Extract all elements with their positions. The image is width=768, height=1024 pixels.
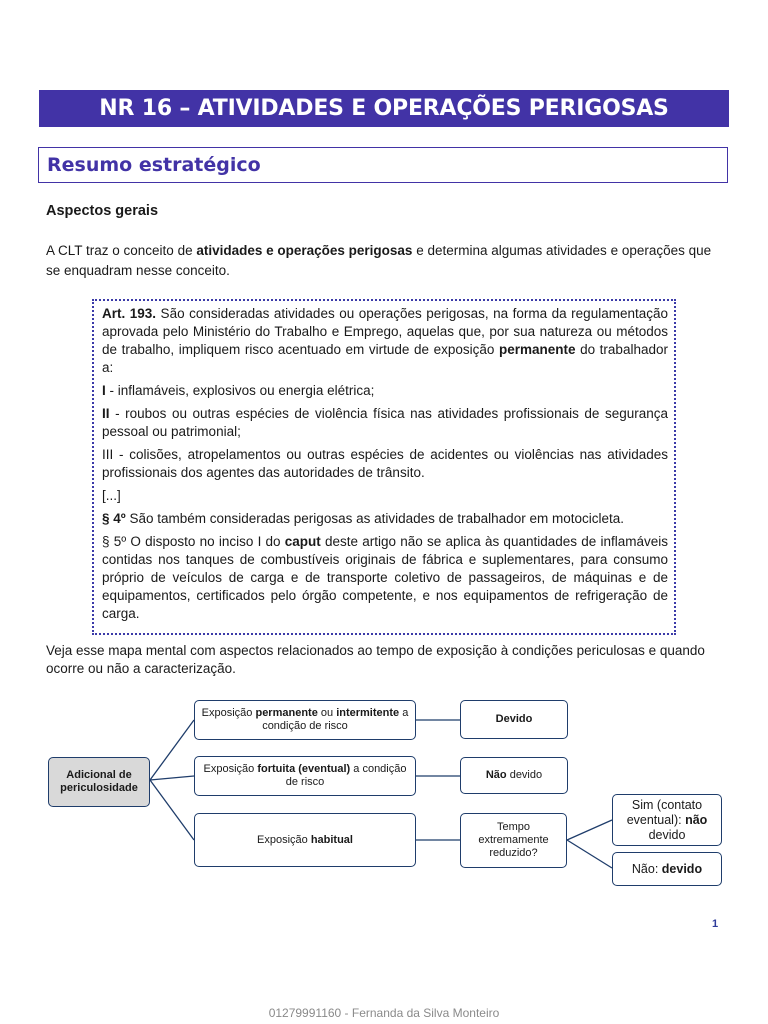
result-devido-label: Devido: [495, 713, 533, 725]
article-bold-term: permanente: [498, 342, 576, 357]
branch-permanente-text-3: a condição de risco: [262, 707, 409, 732]
branch-fortuita-text-2: a condição de risco: [285, 763, 407, 788]
mindmap-branch-fortuita: [194, 756, 416, 796]
section-title: Resumo estratégico: [47, 154, 261, 176]
branch-fortuita-bold: fortuita (eventual): [257, 763, 351, 775]
mindmap-leaf-nao: [612, 852, 722, 886]
branch-habitual-label: [257, 834, 353, 847]
section-heading: Aspectos gerais: [46, 203, 159, 219]
mindmap-branch-permanente: [194, 700, 416, 740]
leaf-nao-label: [632, 862, 702, 877]
mindmap-intro: Veja esse mapa mental com aspectos relacionados ao tempo de exposição à condições periculosas e quando ocorre ou não a caracterização.: [46, 643, 705, 676]
inciso-3: III - colisões, atropelamentos ou outras espécies de acidentes ou violências nas atividades profissionais dos agentes das autoridades de trânsito.: [102, 447, 668, 480]
leaf-nao-text: Não:: [631, 861, 662, 876]
branch-permanente-text-2: ou: [317, 707, 337, 719]
branch-permanente-bold-1: permanente: [255, 707, 318, 719]
branch-habitual-bold: habitual: [310, 833, 353, 846]
article-text: São consideradas atividades ou operações perigosas, na forma da regulamentação aprovada pelo Ministério do Trabalho e Emprego, aquelas que, por sua natureza ou métodos de trabalho, impliquem risco acentuado em virtude de exposição: [102, 306, 668, 357]
branch-habitual-text: Exposição: [257, 833, 311, 846]
branch-permanente-bold-2: intermitente: [336, 707, 400, 719]
intro-text-end: e determina algumas atividades e operações que se enquadram nesse conceito.: [46, 243, 712, 278]
inciso-2-label: II: [102, 406, 110, 421]
page-number: 1: [712, 918, 719, 930]
mindmap-leaf-sim: [612, 794, 722, 846]
mindmap-question-node: Tempo extremamente reduzido?: [460, 813, 567, 868]
paragraph-5-bold-term: caput: [284, 534, 321, 549]
connector-root-branch1: [150, 720, 194, 780]
connector-question-no: [567, 840, 612, 868]
result-nao-devido-label: [486, 769, 542, 782]
branch-fortuita-text-1: Exposição: [203, 763, 258, 775]
intro-text-start: A CLT traz o conceito de: [46, 243, 197, 258]
inciso-2-text: - roubos ou outras espécies de violência física nas atividades profissionais de segurança pessoal ou patrimonial;: [102, 406, 668, 439]
result-nao-devido-text: devido: [506, 769, 543, 781]
inciso-1-label: I: [102, 383, 106, 398]
leaf-nao-bold: devido: [661, 861, 703, 876]
article-label: Art. 193.: [102, 306, 157, 321]
result-nao-devido-bold: Não: [485, 769, 507, 781]
branch-fortuita-label: [199, 763, 411, 789]
intro-bold-term: atividades e operações perigosas: [196, 243, 413, 258]
paragraph-4-label: § 4º: [102, 511, 126, 526]
paragraph-5-text-start: § 5º O disposto no inciso I do: [102, 534, 285, 549]
mindmap-branch-habitual: [194, 813, 416, 867]
page-title: NR 16 – ATIVIDADES E OPERAÇÕES PERIGOSAS: [39, 90, 729, 127]
leaf-sim-bold: não: [685, 812, 708, 827]
connector-root-branch3: [150, 780, 194, 840]
leaf-sim-text-2: devido: [648, 827, 686, 842]
mindmap-result-nao-devido: [460, 757, 568, 794]
leaf-sim-text-1: Sim (contato eventual):: [626, 797, 703, 827]
connector-question-yes: [567, 820, 612, 840]
leaf-sim-label: [617, 798, 717, 843]
inciso-1-text: - inflamáveis, explosivos ou energia elétrica;: [105, 383, 375, 398]
branch-permanente-label: [199, 707, 411, 733]
paragraph-5-text-end: deste artigo não se aplica às quantidades de inflamáveis contidas nos tanques de combustíveis originais de fábrica e suplementares, para consumo próprio de veículos de carga e de transporte coletivo de passageiros, de máquinas e de equipamentos, certificados pelo órgão competente, e nos equipamentos de refrigeração de carga.: [102, 534, 668, 621]
ellipsis: [...]: [102, 488, 121, 503]
article-text-end: do trabalhador a:: [102, 342, 668, 375]
mindmap-root-node: Adicional de periculosidade: [48, 757, 150, 807]
footer-watermark: 01279991160 - Fernanda da Silva Monteiro: [268, 1006, 500, 1020]
connector-root-branch2: [150, 776, 194, 780]
paragraph-4-text: São também consideradas perigosas as atividades de trabalhador em motocicleta.: [125, 511, 624, 526]
branch-permanente-text-1: Exposição: [201, 707, 256, 719]
mindmap-result-devido: [460, 700, 568, 739]
